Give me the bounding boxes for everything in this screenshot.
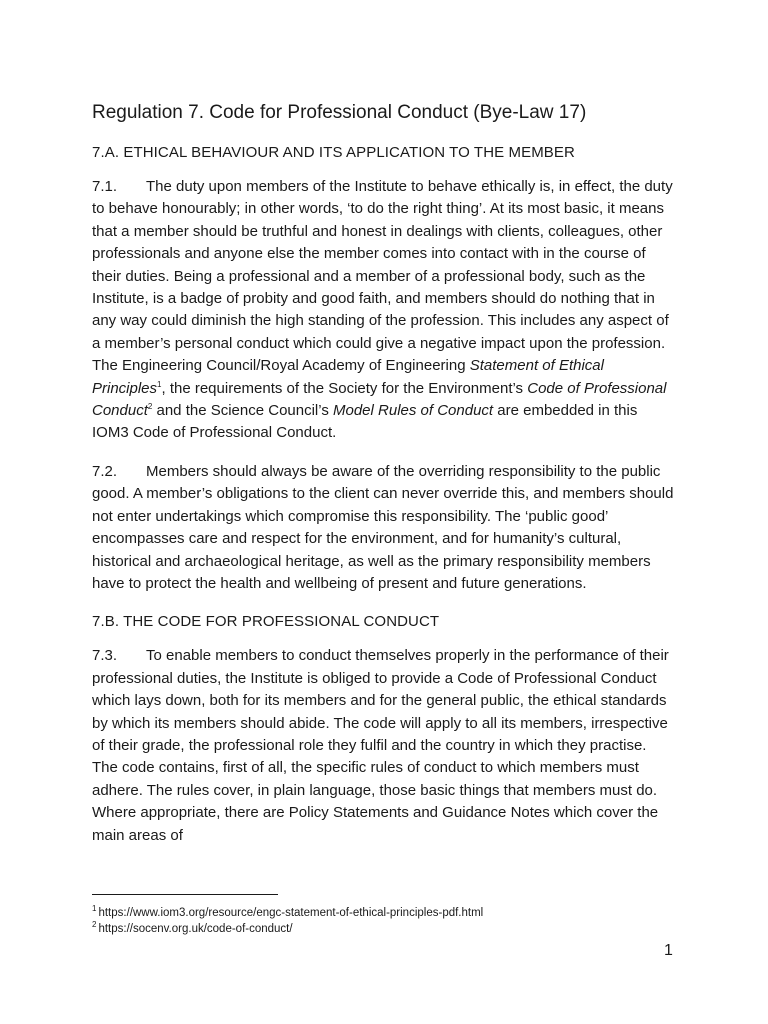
footnote-mark: 2 <box>92 920 97 930</box>
paragraph-number: 7.1. <box>92 178 118 195</box>
paragraph-number: 7.3. <box>92 647 118 665</box>
page-number: 1 <box>664 942 673 959</box>
page-title: Regulation 7. Code for Professional Conduct (Bye-Law 17) <box>92 102 587 123</box>
footnote-mark: 1 <box>92 904 97 914</box>
document-page <box>92 100 676 863</box>
footnote-divider <box>92 894 278 895</box>
paragraph-text: and the Science Council’s <box>152 402 333 420</box>
paragraph-text: Members should always be aware of the overriding responsibility to the public good. A member’s obligations to the client can never override this, and members should not enter undertakings which compromise this responsibility. The ‘public good’ encompasses care and respect for the environment, and for humanity’s cultural, historical and archaeological heritage, as well as the primary responsibility members have to protect the health and wellbeing of present and future generations. <box>92 462 674 592</box>
paragraph-text: , the requirements of the Society for the Environment’s <box>161 379 528 397</box>
italic-title: Code of Professional Conduct <box>92 379 667 420</box>
paragraph-number: 7.2. <box>92 462 118 480</box>
italic-title: Statement of Ethical Principles <box>92 357 604 397</box>
footnote-link[interactable]: https://www.iom3.org/resource/engc-statement-of-ethical-principles-pdf.html <box>98 907 484 919</box>
paragraph-text: The duty upon members of the Institute to behave ethically is, in effect, the duty to behave honourably; in other words, ‘to do the right thing’. At its most basic, it means that a member should be truthful and honest in dealings with clients, colleagues, other professionals and anyone else the member comes into contact with in the course of their duties. Being a professional and a member of a professional body, such as the Institute, is a badge of probity and good faith, and members should do nothing that in any way could diminish the high standing of the profession. This includes any aspect of a member’s personal conduct which could give a negative impact upon the profession. The Engineering Council/Royal Academy of Engineering <box>92 178 673 375</box>
footnotes <box>92 905 676 937</box>
paragraph-text: are embedded in this IOM3 Code of Professional Conduct. <box>92 402 638 442</box>
footnote-1 <box>92 905 676 921</box>
footnote-2 <box>92 921 676 937</box>
italic-title: Model Rules of Conduct <box>333 402 494 420</box>
section-heading-7b: 7.B. THE CODE FOR PROFESSIONAL CONDUCT <box>92 613 440 631</box>
paragraph-7-2 <box>92 461 676 595</box>
footnote-ref-1[interactable]: 1 <box>157 379 162 389</box>
footnote-link[interactable]: https://socenv.org.uk/code-of-conduct/ <box>98 923 293 935</box>
footnote-ref-2[interactable]: 2 <box>147 402 153 412</box>
section-heading-7a: 7.A. ETHICAL BEHAVIOUR AND ITS APPLICATION TO THE MEMBER <box>92 144 575 161</box>
paragraph-text: To enable members to conduct themselves properly in the performance of their professional duties, the Institute is obliged to provide a Code of Professional Conduct which lays down, both for its members and for the general public, the ethical standards by which its members should abide. The code will apply to all its members, irrespective of their grade, the professional role they fulfil and the country in which they practise. The code contains, first of all, the specific rules of conduct to which members must adhere. The rules cover, in plain language, those basic things that members must do. Where appropriate, there are Policy Statements and Guidance Notes which cover the main areas of <box>92 647 669 844</box>
paragraph-7-3 <box>92 645 676 847</box>
paragraph-7-1 <box>92 176 676 445</box>
